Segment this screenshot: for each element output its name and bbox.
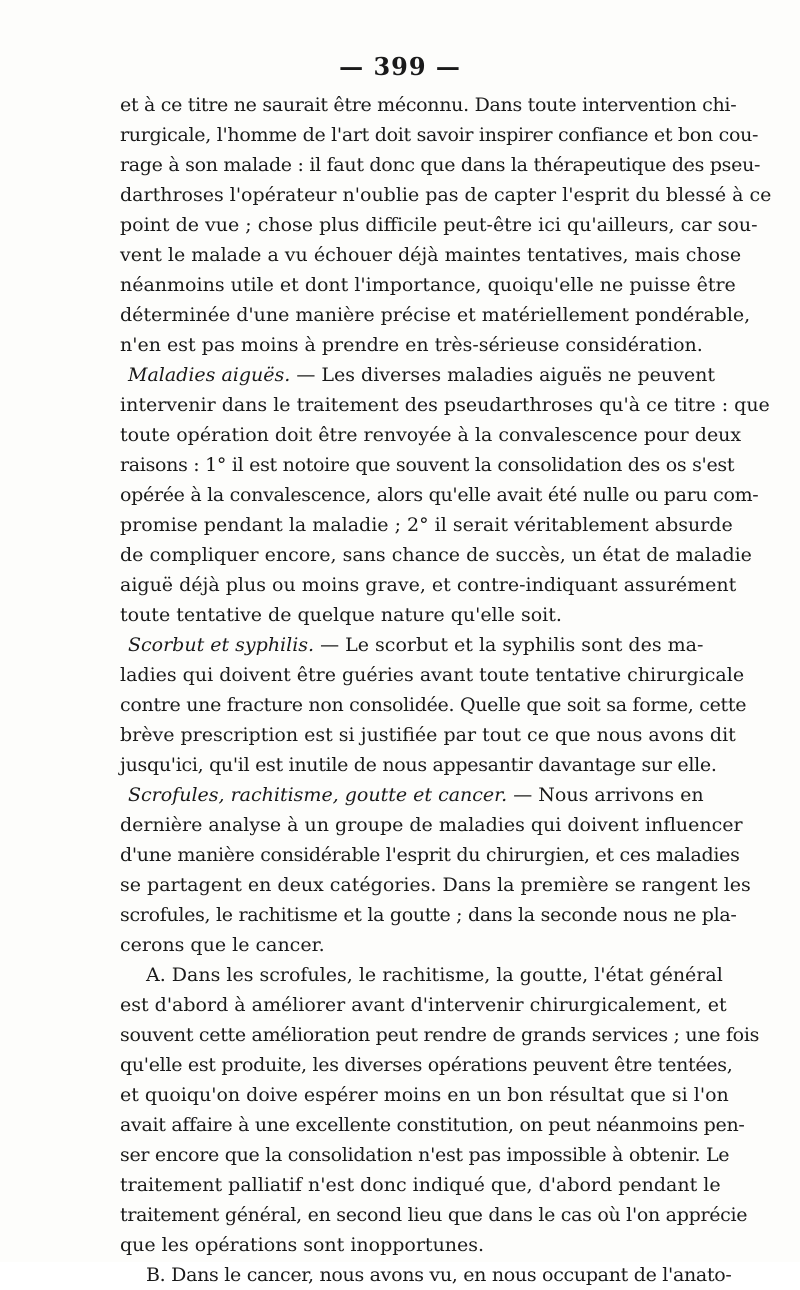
text-line: rage à son malade : il faut donc que dans la thérapeutique des pseu- <box>120 154 761 176</box>
text-line: néanmoins utile et dont l'importance, quoiqu'elle ne puisse être <box>120 274 736 296</box>
text-line: intervenir dans le traitement des pseudarthroses qu'à ce titre : que <box>120 394 770 416</box>
text-line: que les opérations sont inopportunes. <box>120 1234 485 1256</box>
text-line: cerons que le cancer. <box>120 934 325 956</box>
text-line: brève prescription est si justifiée par tout ce que nous avons dit <box>120 724 736 746</box>
text-line: aiguë déjà plus ou moins grave, et contre-indiquant assurément <box>120 574 737 596</box>
text-line-heading: Scorbut et syphilis. — Le scorbut et la syphilis sont des ma- <box>128 634 704 656</box>
text-line-heading: Scrofules, rachitisme, goutte et cancer. — Nous arrivons en <box>128 784 704 806</box>
text-line: toute tentative de quelque nature qu'elle soit. <box>120 604 562 626</box>
text-line: dernière analyse à un groupe de maladies qui doivent influencer <box>120 814 743 836</box>
text-line: jusqu'ici, qu'il est inutile de nous appesantir davantage sur elle. <box>120 754 717 776</box>
text-line: opérée à la convalescence, alors qu'elle avait été nulle ou paru com- <box>120 484 759 506</box>
text-line: qu'elle est produite, les diverses opérations peuvent être tentées, <box>120 1054 733 1076</box>
body-text <box>120 90 772 1290</box>
text-line: promise pendant la maladie ; 2° il serait véritablement absurde <box>120 514 733 536</box>
text-line: de compliquer encore, sans chance de succès, un état de maladie <box>120 544 752 566</box>
text-line: souvent cette amélioration peut rendre de grands services ; une fois <box>120 1024 760 1046</box>
text-line: ladies qui doivent être guéries avant toute tentative chirurgicale <box>120 664 745 686</box>
text-line: avait affaire à une excellente constitution, on peut néanmoins pen- <box>120 1114 745 1136</box>
text-line: et à ce titre ne saurait être méconnu. Dans toute intervention chi- <box>120 94 737 116</box>
text-line: toute opération doit être renvoyée à la convalescence pour deux <box>120 424 742 446</box>
text-line: n'en est pas moins à prendre en très-sérieuse considération. <box>120 334 703 356</box>
text-line: traitement palliatif n'est donc indiqué que, d'abord pendant le <box>120 1174 721 1196</box>
text-line: point de vue ; chose plus difficile peut-être ici qu'ailleurs, car sou- <box>120 214 758 236</box>
text-line: B. Dans le cancer, nous avons vu, en nous occupant de l'anato- <box>146 1264 732 1286</box>
text-line: et quoiqu'on doive espérer moins en un bon résultat que si l'on <box>120 1084 729 1106</box>
text-line: est d'abord à améliorer avant d'intervenir chirurgicalement, et <box>120 994 727 1016</box>
text-line: A. Dans les scrofules, le rachitisme, la goutte, l'état général <box>146 964 723 986</box>
text-line: darthroses l'opérateur n'oublie pas de capter l'esprit du blessé à ce <box>120 184 772 206</box>
page-number: — 399 — <box>339 52 461 81</box>
text-line: raisons : 1° il est notoire que souvent la consolidation des os s'est <box>120 454 735 476</box>
text-line-heading: Maladies aiguës. — Les diverses maladies aiguës ne peuvent <box>128 364 716 386</box>
text-line: rurgicale, l'homme de l'art doit savoir inspirer confiance et bon cou- <box>120 124 759 146</box>
text-line: d'une manière considérable l'esprit du chirurgien, et ces maladies <box>120 844 740 866</box>
text-line: ser encore que la consolidation n'est pas impossible à obtenir. Le <box>120 1144 730 1166</box>
text-line: traitement général, en second lieu que dans le cas où l'on apprécie <box>120 1204 748 1226</box>
text-line: contre une fracture non consolidée. Quelle que soit sa forme, cette <box>120 694 747 716</box>
text-line: se partagent en deux catégories. Dans la première se rangent les <box>120 874 751 896</box>
text-line: vent le malade a vu échouer déjà maintes tentatives, mais chose <box>120 244 742 266</box>
text-line: déterminée d'une manière précise et matériellement pondérable, <box>120 304 751 326</box>
text-line: scrofules, le rachitisme et la goutte ; dans la seconde nous ne pla- <box>120 904 737 926</box>
